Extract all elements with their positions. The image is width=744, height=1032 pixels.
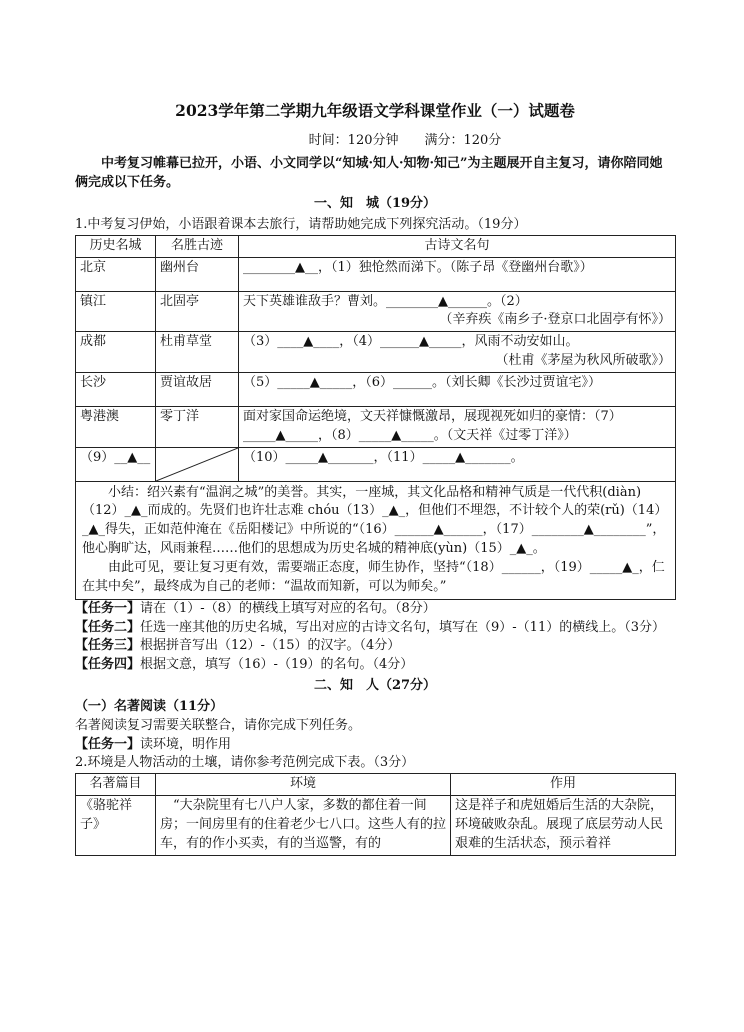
section-heading-know-people: 二、知 人（27分） — [313, 678, 437, 694]
page-title: 2023学年第二学期九年级语文学科课堂作业（一）试题卷 — [175, 101, 575, 120]
poem-cell: （5）_____▲_____，（6）______。（刘长卿《长沙过贾谊宅》） — [239, 372, 676, 406]
task-label: 【任务一】 — [75, 600, 141, 616]
city-cell: 粤港澳 — [76, 406, 156, 447]
poem-source: （杜甫《茅屋为秋风所破歌》） — [495, 353, 671, 369]
site-cell: 北固亭 — [156, 291, 239, 332]
summary-paragraph-2: 由此可见，要让复习更有效，需要端正态度，师生协作，坚持“（18）______，（19）_____▲_，仁在其中矣”，最终成为自己的老师：“温故而知新，可以为师矣。” — [82, 559, 665, 594]
task-label: 【任务四】 — [75, 657, 141, 673]
task-text: 根据拼音写出（12）-（15）的汉字。（4分） — [140, 638, 401, 654]
summary-row — [76, 481, 676, 599]
exam-page — [75, 100, 675, 856]
column-header: 古诗文名句 — [239, 235, 676, 257]
exam-time-score: 时间：120分钟 满分：120分 — [308, 133, 502, 149]
column-header: 历史名城 — [76, 235, 156, 257]
question-2: 2.环境是人物活动的土壤，请你参考范例完成下表。（3分） — [75, 755, 415, 771]
poem-cell: 面对家国命运绝境，文天祥慷慨激昂，展现视死如归的豪情：（7）_____▲_____，（8）_____▲_____。（文天祥《过零丁洋》） — [239, 406, 676, 447]
task-text: 任选一座其他的历史名城，写出对应的古诗文名句，填写在（9）-（11）的横线上。（3分） — [140, 619, 665, 635]
question-1: 1.中考复习伊始，小语跟着课本去旅行，请帮助她完成下列探究活动。（19分） — [75, 216, 527, 232]
poem-cell: ________▲__，（1）独怆然而涕下。（陈子昂《登幽州台歌》） — [239, 257, 676, 291]
column-header: 名著篇目 — [76, 774, 156, 796]
poem-cell — [239, 291, 676, 332]
site-cell-blank — [156, 447, 239, 481]
table-row — [76, 796, 676, 856]
poem-line: 天下英雄谁敌手？曹刘。________▲______。（2） — [243, 293, 528, 309]
task-label: 【任务三】 — [75, 638, 141, 654]
subsection-heading: （一）名著阅读（11分） — [75, 698, 224, 714]
table-row — [76, 447, 676, 481]
task-text: 读环境，明作用 — [140, 736, 232, 752]
table-row — [76, 406, 676, 447]
task-text: 根据文意，填写（16）-（19）的名句。（4分） — [140, 657, 414, 673]
section-heading-know-city: 一、知 城（19分） — [313, 196, 437, 211]
table-row — [76, 291, 676, 332]
diagonal-line — [156, 448, 238, 481]
book-cell: 《骆驼祥子》 — [76, 796, 156, 856]
cities-poems-table — [75, 235, 676, 600]
section2-task-1 — [75, 736, 675, 755]
task-4 — [75, 656, 675, 675]
intro-paragraph: 中考复习帷幕已拉开，小语、小文同学以“知城·知人·知物·知己”为主题展开自主复习，请你陪同她俩完成以下任务。 — [75, 156, 663, 191]
city-cell: 成都 — [76, 332, 156, 373]
task-label: 【任务二】 — [75, 619, 141, 635]
task-2 — [75, 619, 675, 638]
task-1 — [75, 600, 675, 619]
environment-cell: “大杂院里有七八户人家，多数的都住着一间房；一间房里有的住着老少七八口。这些人有的拉车，有的作小买卖，有的当巡警，有的 — [156, 796, 451, 856]
poem-cell: （10）_____▲_______，（11）_____▲_______。 — [239, 447, 676, 481]
city-cell: 长沙 — [76, 372, 156, 406]
site-cell: 幽州台 — [156, 257, 239, 291]
column-header: 环境 — [156, 774, 451, 796]
site-cell: 零丁洋 — [156, 406, 239, 447]
summary-cell — [76, 481, 676, 599]
task-label: 【任务一】 — [75, 736, 141, 752]
summary-paragraph-1: 小结：绍兴素有“温润之城”的美誉。其实，一座城，其文化品格和精神气质是一代代积(diàn)（12）_▲_而成的。先贤们也许壮志难 chóu（13）_▲_，但他们不埋怨，不计较个人的荣(rǔ)（14）_▲_得失，正如范仲淹在《岳阳楼记》中所说的“（16）______▲______，（17）________▲________”，他心胸旷达，风雨兼程……他们的思想成为历史名城的精神底(yùn)（15）_▲_。 — [82, 484, 668, 557]
poem-line: （3）____▲____，（4）______▲_____，风雨不动安如山。 — [243, 334, 579, 350]
section2-intro: 名著阅读复习需要关联整合，请你完成下列任务。 — [75, 717, 362, 733]
table-row — [76, 332, 676, 373]
poem-cell — [239, 332, 676, 373]
city-cell: 镇江 — [76, 291, 156, 332]
task-3 — [75, 637, 675, 656]
column-header: 名胜古迹 — [156, 235, 239, 257]
city-cell: （9）__▲__ — [76, 447, 156, 481]
table-header-row — [76, 774, 676, 796]
column-header: 作用 — [451, 774, 676, 796]
site-cell: 贾谊故居 — [156, 372, 239, 406]
table-row — [76, 372, 676, 406]
effect-cell: 这是祥子和虎妞婚后生活的大杂院，环境破败杂乱。展现了底层劳动人民艰难的生活状态，预示着祥 — [451, 796, 676, 856]
table-header-row — [76, 235, 676, 257]
table-row — [76, 257, 676, 291]
environment-table — [75, 773, 676, 855]
task-text: 请在（1）-（8）的横线上填写对应的名句。（8分） — [140, 600, 436, 616]
city-cell: 北京 — [76, 257, 156, 291]
site-cell: 杜甫草堂 — [156, 332, 239, 373]
poem-source: （辛弃疾《南乡子·登京口北固亭有怀》） — [439, 312, 671, 328]
